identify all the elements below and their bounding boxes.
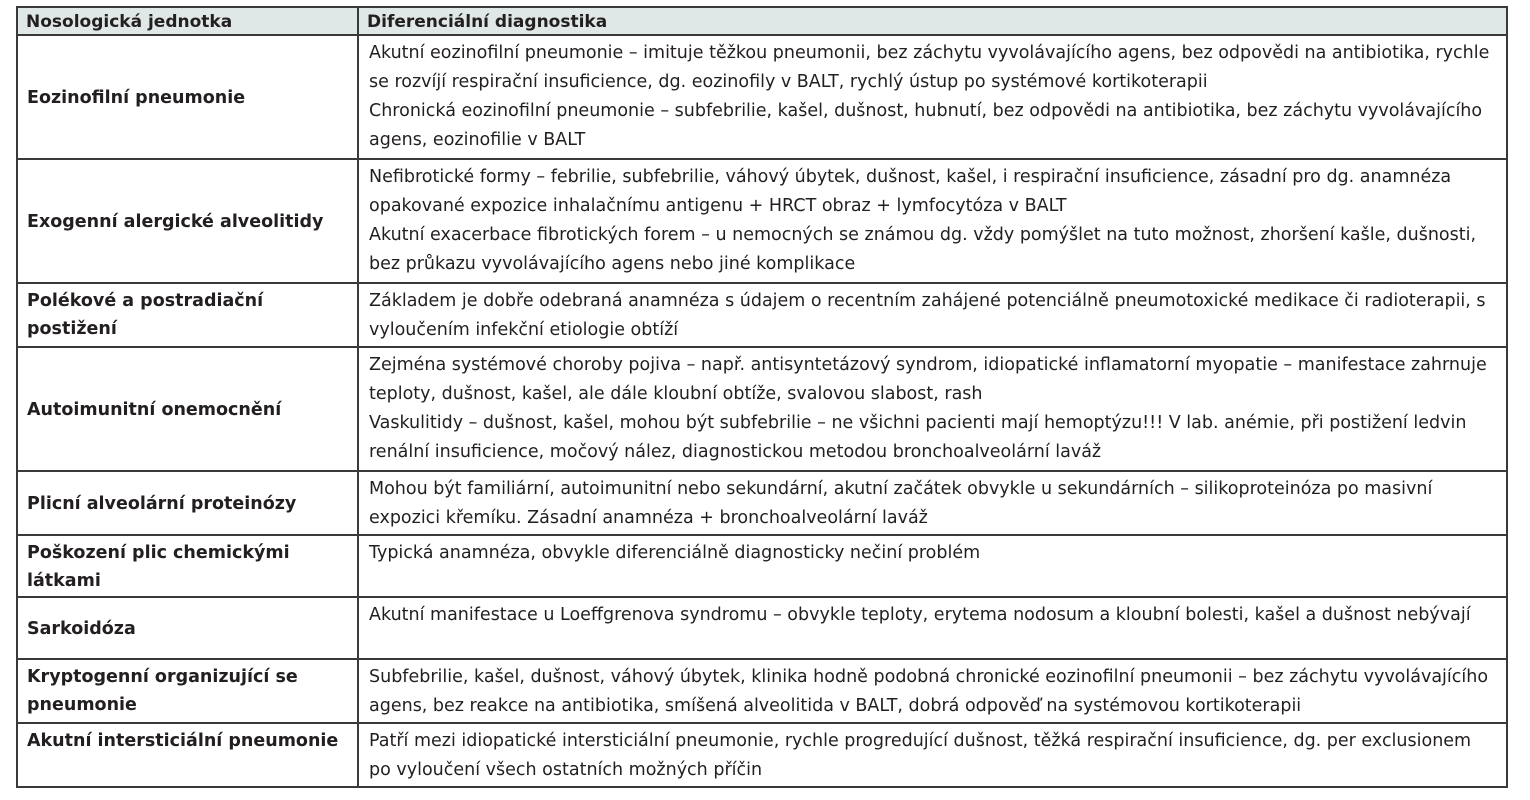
row-entity: Autoimunitní onemocnění	[17, 347, 358, 471]
table-body	[17, 35, 1507, 787]
row-entity: Plicní alveolární proteinózy	[17, 471, 358, 535]
header-nosological-unit: Nosologická jednotka	[17, 7, 358, 35]
header-row	[17, 7, 1507, 35]
diagnosis-paragraph: Typická anamnéza, obvykle diferenciálně diagnosticky nečiní problém	[369, 543, 981, 563]
row-entity: Poškození plic chemickými látkami	[17, 535, 358, 597]
diagnosis-paragraph: Akutní eozinofilní pneumonie – imituje těžkou pneumonii, bez záchytu vyvolávajícího agens, bez odpovědi na antibiotika, rychle se rozvíjí respirační insuficience, dg. eozinofily v BALT, rychlý ústup po systémové kortikoterapii	[369, 43, 1490, 92]
diagnosis-paragraph: Zejména systémové choroby pojiva – např. antisyntetázový syndrom, idiopatické inflamatorní myopatie – manifestace zahrnuje teploty, dušnost, kašel, ale dále kloubní obtíže, svalovou slabost, rash	[369, 355, 1487, 404]
table-row	[17, 159, 1507, 283]
row-diagnosis	[358, 347, 1507, 471]
diagnosis-paragraph: Patří mezi idiopatické intersticiální pneumonie, rychle progredující dušnost, těžká respirační insuficience, dg. per exclusionem po vyloučení všech ostatních možných příčin	[369, 731, 1472, 780]
diagnosis-paragraph: Akutní manifestace u Loeffgrenova syndromu – obvykle teploty, erytema nodosum a kloubní bolesti, kašel a dušnost nebývají	[369, 605, 1471, 625]
row-diagnosis	[358, 35, 1507, 159]
row-diagnosis	[358, 659, 1507, 723]
differential-diagnosis-table	[16, 6, 1508, 788]
diagnosis-paragraph: Mohou být familiární, autoimunitní nebo sekundární, akutní začátek obvykle u sekundárních – silikoproteinóza po masivní expozici křemíku. Zásadní anamnéza + bronchoalveolární laváž	[369, 479, 1433, 528]
row-entity: Kryptogenní organizující se pneumonie	[17, 659, 358, 723]
row-diagnosis	[358, 723, 1507, 787]
row-diagnosis	[358, 471, 1507, 535]
diagnosis-paragraph: Nefibrotické formy – febrilie, subfebrilie, váhový úbytek, dušnost, kašel, i respirační insuficience, zásadní pro dg. anamnéza opakované expozice inhalačnímu antigenu + HRCT obraz + lymfocytóza v BALT	[369, 167, 1452, 216]
table-row	[17, 723, 1507, 787]
diagnosis-paragraph: Vaskulitidy – dušnost, kašel, mohou být subfebrilie – ne všichni pacienti mají hemoptýzu!!! V lab. anémie, při postižení ledvin renální insuficience, močový nález, diagnostickou metodou bronchoalveolární laváž	[369, 413, 1467, 462]
row-entity: Akutní intersticiální pneumonie	[17, 723, 358, 787]
row-diagnosis	[358, 283, 1507, 347]
table-row	[17, 535, 1507, 597]
row-entity: Exogenní alergické alveolitidy	[17, 159, 358, 283]
header-differential-diagnosis: Diferenciální diagnostika	[358, 7, 1507, 35]
table-row	[17, 283, 1507, 347]
table-header	[17, 7, 1507, 35]
table-row	[17, 597, 1507, 659]
table-row	[17, 35, 1507, 159]
row-entity: Eozinofilní pneumonie	[17, 35, 358, 159]
table-row	[17, 347, 1507, 471]
row-diagnosis	[358, 159, 1507, 283]
diagnosis-paragraph: Akutní exacerbace fibrotických forem – u nemocných se známou dg. vždy pomýšlet na tuto možnost, zhoršení kašle, dušnosti, bez průkazu vyvolávajícího agens nebo jiné komplikace	[369, 225, 1477, 274]
row-entity: Polékové a postradiační postižení	[17, 283, 358, 347]
differential-diagnosis-table-container	[16, 6, 1506, 788]
table-row	[17, 471, 1507, 535]
row-entity: Sarkoidóza	[17, 597, 358, 659]
diagnosis-paragraph: Subfebrilie, kašel, dušnost, váhový úbytek, klinika hodně podobná chronické eozinofilní pneumonii – bez záchytu vyvolávajícího agens, bez reakce na antibiotika, smíšená alveolitida v BALT, dobrá odpověď na systémovou kortikoterapii	[369, 667, 1489, 716]
table-row	[17, 659, 1507, 723]
row-diagnosis	[358, 535, 1507, 597]
row-diagnosis	[358, 597, 1507, 659]
diagnosis-paragraph: Základem je dobře odebraná anamnéza s údajem o recentním zahájené potenciálně pneumotoxické medikace či radioterapii, s vyloučením infekční etiologie obtíží	[369, 291, 1486, 340]
diagnosis-paragraph: Chronická eozinofilní pneumonie – subfebrilie, kašel, dušnost, hubnutí, bez odpovědi na antibiotika, bez záchytu vyvolávajícího agens, eozinofilie v BALT	[369, 101, 1483, 150]
